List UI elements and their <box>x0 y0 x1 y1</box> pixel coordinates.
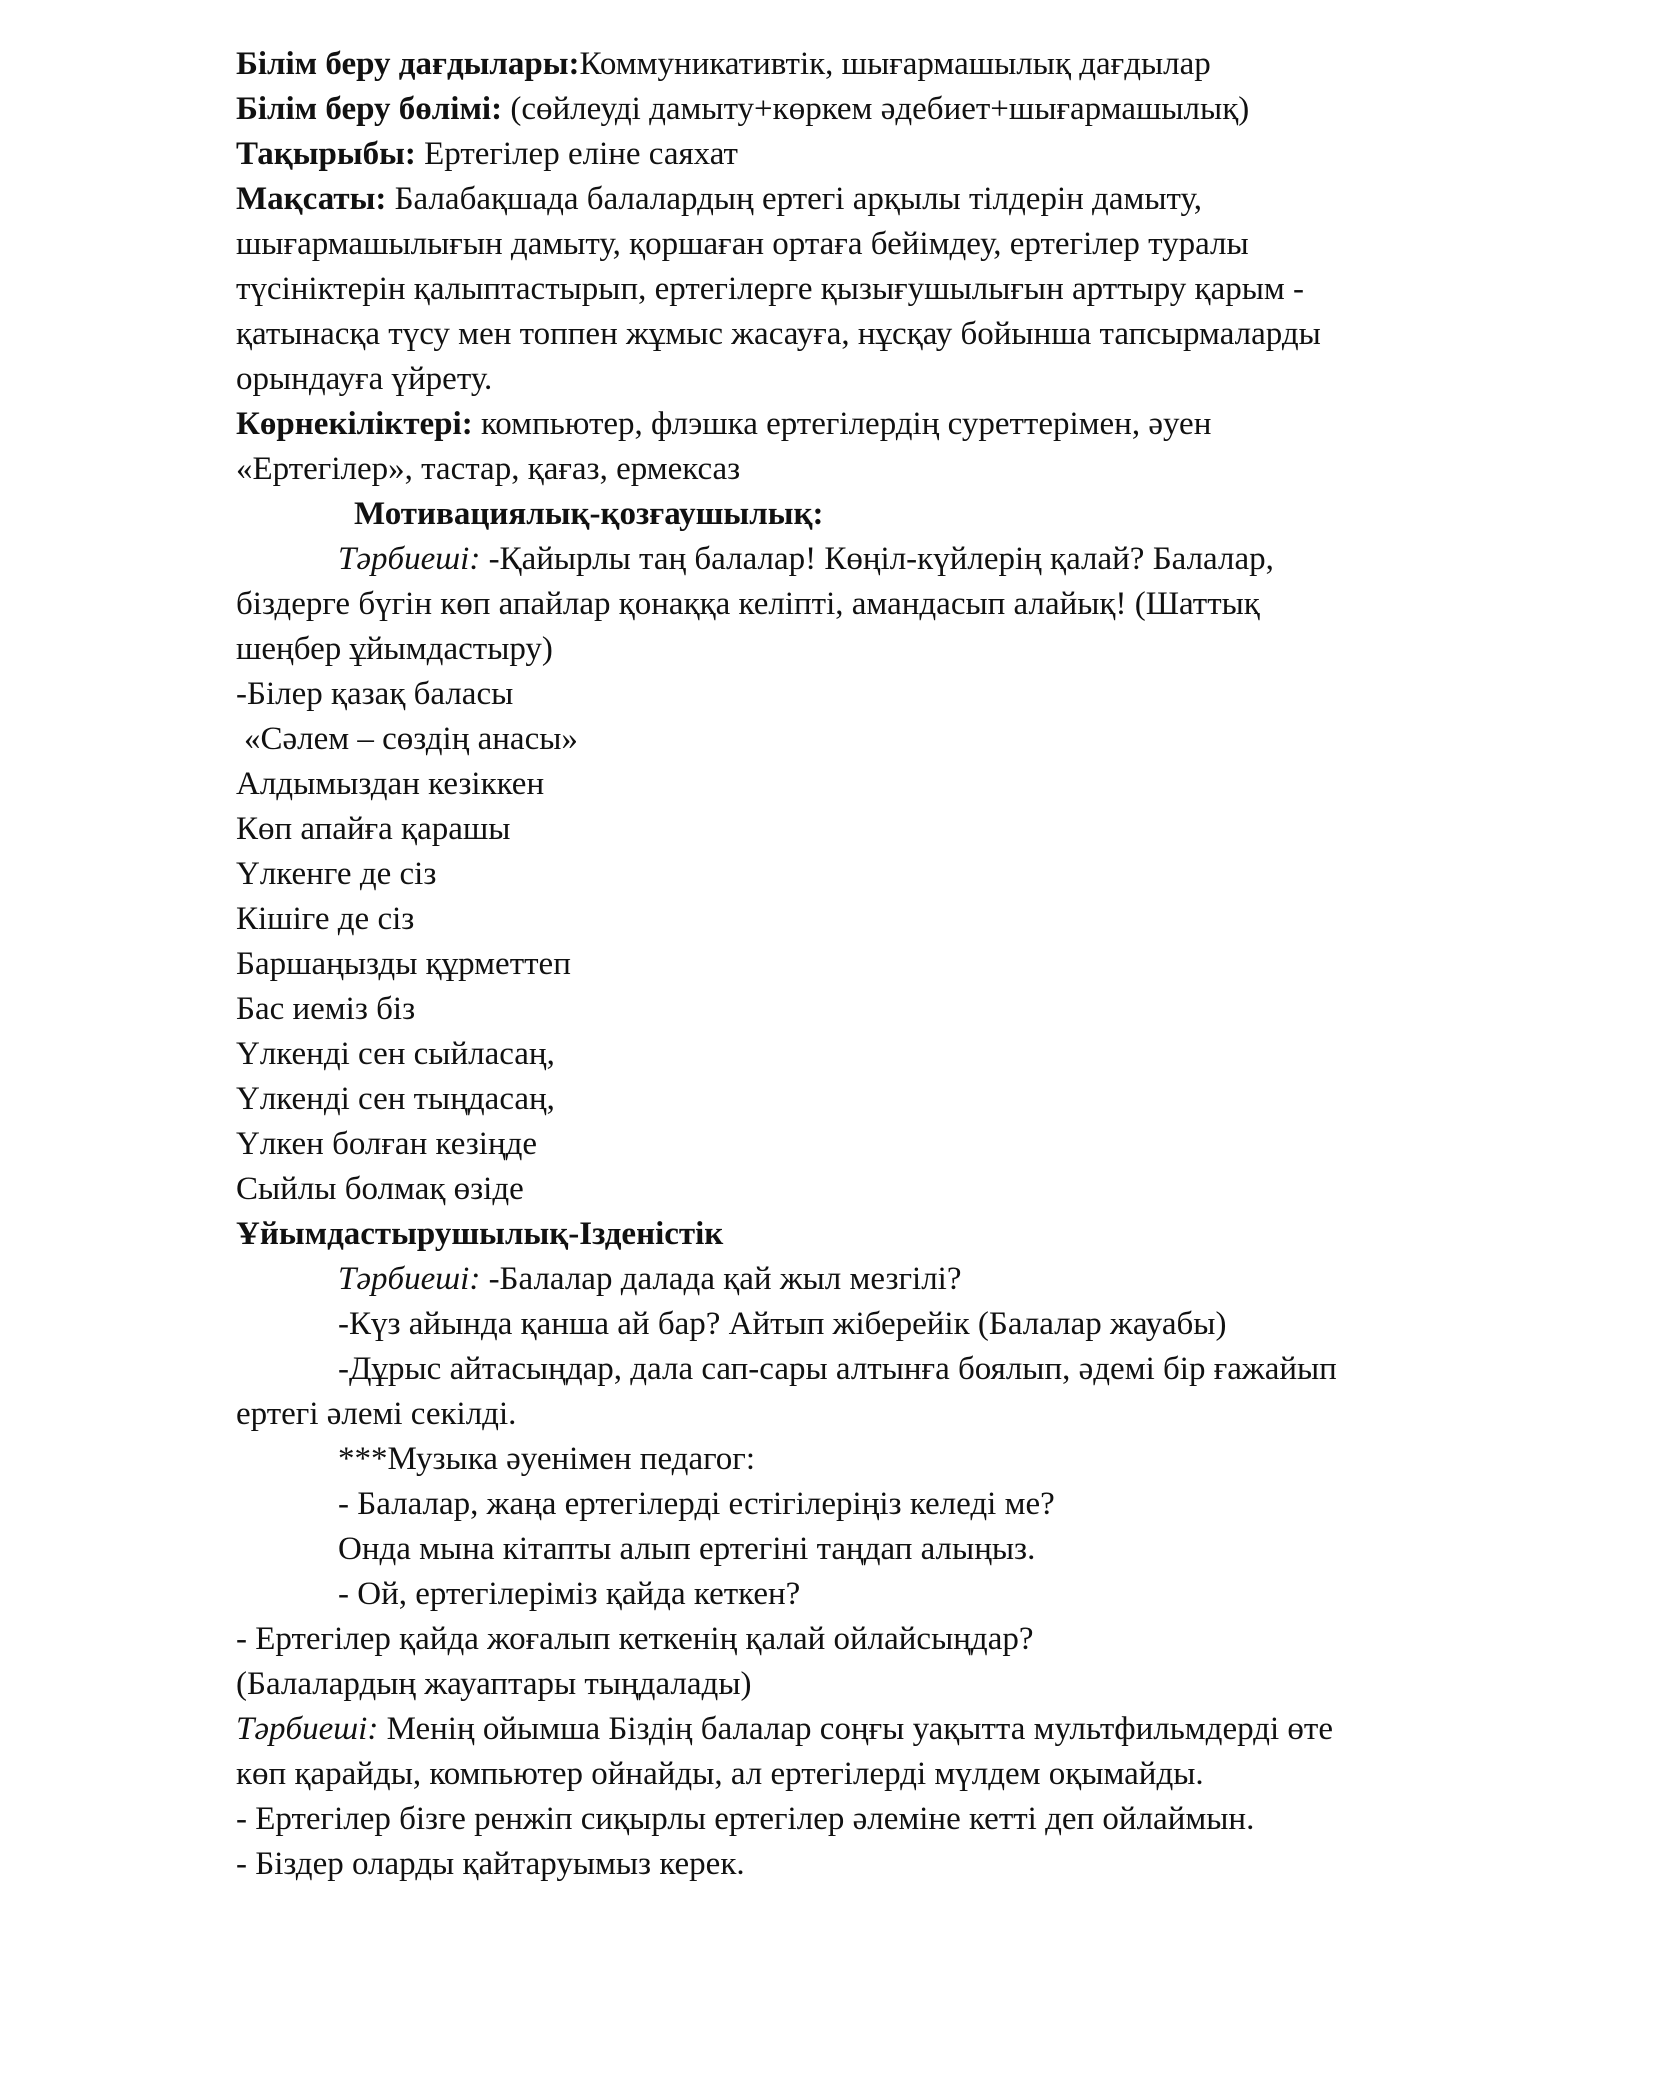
poem-line: «Сәлем – сөздің анасы» <box>244 721 578 757</box>
motivation-heading: Мотивациялық-қозғаушылық: <box>354 496 824 532</box>
section-label: Білім беру бөлімі: <box>236 91 503 127</box>
org-q1-text: -Балалар далада қай жыл мезгілі? <box>480 1261 962 1297</box>
org-q6-line: - Ой, ертегілеріміз қайда кеткен? <box>338 1576 801 1612</box>
section-value: (сөйлеуді дамыту+көркем әдебиет+шығармашылық) <box>502 91 1250 127</box>
motivation-teacher-line-2: біздерге бүгін көп апайлар қонаққа келіпті, амандасып алайық! (Шаттық <box>236 586 1260 622</box>
poem-line: Үлкенді сен сыйласаң, <box>236 1036 555 1072</box>
goal-line-5: орындауға үйрету. <box>236 361 493 397</box>
goal-line-3: түсініктерін қалыптастырып, ертегілерге қызығушылығын арттыру қарым - <box>236 271 1305 307</box>
org-q7-line: - Ертегілер қайда жоғалып кеткенің қалай ойлайсыңдар? <box>236 1621 1034 1657</box>
goal-line-1 <box>236 177 1566 222</box>
visuals-line-1 <box>236 402 1566 447</box>
poem-line: Алдымыздан кезіккен <box>236 766 545 802</box>
org-q5-line: Онда мына кітапты алып ертегіні таңдап алыңыз. <box>338 1531 1036 1567</box>
org-teacher2-line-2: көп қарайды, компьютер ойнайды, ал ертегілерді мүлдем оқымайды. <box>236 1756 1204 1792</box>
org-t3-line: - Ертегілер бізге ренжіп сиқырлы ертегілер әлеміне кетті деп ойлаймын. <box>236 1801 1255 1837</box>
topic-label: Тақырыбы: <box>236 136 416 172</box>
teacher-label: Тәрбиеші: <box>236 1711 379 1747</box>
topic-line <box>236 132 1566 177</box>
goal-line-4: қатынасқа түсу мен топпен жұмыс жасауға, нұсқау бойынша тапсырмаларды <box>236 316 1321 352</box>
org-music-line: ***Музыка әуенімен педагог: <box>338 1441 756 1477</box>
motivation-teacher-line-1 <box>236 537 1566 582</box>
poem-line: Баршаңызды құрметтеп <box>236 946 571 982</box>
poem-line: Үлкенге де сіз <box>236 856 437 892</box>
poem-line: -Білер қазақ баласы <box>236 676 514 712</box>
section-line <box>236 87 1566 132</box>
goal-text: Балабақшада балалардың ертегі арқылы тілдерін дамыту, <box>386 181 1202 217</box>
org-q3-line-1: -Дұрыс айтасыңдар, дала сап-сары алтынға боялып, әдемі бір ғажайып <box>338 1351 1337 1387</box>
skills-line <box>236 42 1566 87</box>
teacher-text: -Қайырлы таң балалар! Көңіл-күйлерің қалай? Балалар, <box>480 541 1274 577</box>
org-t4-line: - Біздер оларды қайтаруымыз керек. <box>236 1846 745 1882</box>
org-q3-line-2: ертегі әлемі секілді. <box>236 1396 517 1432</box>
poem-line: Үлкен болған кезіңде <box>236 1126 538 1162</box>
org-teacher2-text: Менің ойымша Біздің балалар соңғы уақытта мультфильмдерді өте <box>378 1711 1333 1747</box>
poem-line: Кішіге де сіз <box>236 901 415 937</box>
skills-label: Білім беру дағдылары: <box>236 46 580 82</box>
visuals-label: Көрнекіліктері: <box>236 406 473 442</box>
visuals-line-2: «Ертегілер», тастар, қағаз, ермексаз <box>236 451 741 487</box>
goal-label: Мақсаты: <box>236 181 387 217</box>
goal-line-2: шығармашылығын дамыту, қоршаған ортаға бейімдеу, ертегілер туралы <box>236 226 1249 262</box>
poem-line: Көп апайға қарашы <box>236 811 511 847</box>
teacher-label: Тәрбиеші: <box>338 541 481 577</box>
visuals-text: компьютер, флэшка ертегілердің суреттерімен, әуен <box>472 406 1212 442</box>
org-q2-line: -Күз айында қанша ай бар? Айтып жіберейік (Балалар жауабы) <box>338 1306 1227 1342</box>
poem-line: Сыйлы болмақ өзіде <box>236 1171 524 1207</box>
organization-heading: Ұйымдастырушылық-Ізденістік <box>236 1216 724 1252</box>
org-q1-line <box>236 1257 1566 1302</box>
topic-value: Ертегілер еліне саяхат <box>415 136 738 172</box>
poem-line: Бас иеміз біз <box>236 991 416 1027</box>
teacher-label: Тәрбиеші: <box>338 1261 481 1297</box>
org-teacher2-line-1 <box>236 1707 1566 1752</box>
org-q8-line: (Балалардың жауаптары тыңдалады) <box>236 1666 752 1702</box>
document-page <box>236 42 1566 1887</box>
poem-line: Үлкенді сен тыңдасаң, <box>236 1081 555 1117</box>
motivation-teacher-line-3: шеңбер ұйымдастыру) <box>236 631 553 667</box>
org-q4-line: - Балалар, жаңа ертегілерді естігілеріңіз келеді ме? <box>338 1486 1055 1522</box>
skills-value: Коммуникативтік, шығармашылық дағдылар <box>579 46 1211 82</box>
